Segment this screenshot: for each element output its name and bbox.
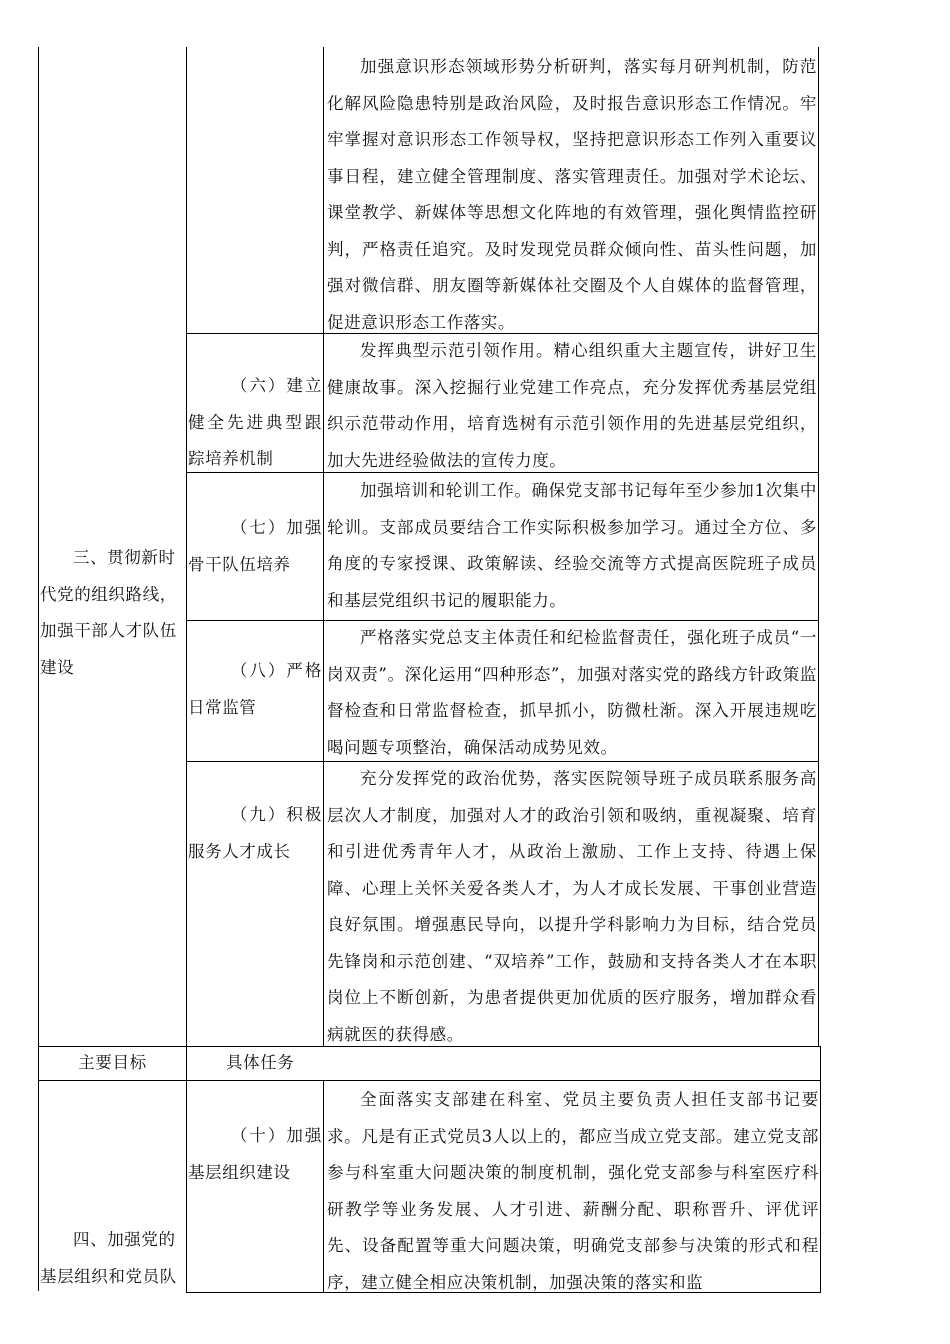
category-4 (40, 1222, 185, 1292)
table-row-0-content (327, 49, 817, 334)
category-text: 三、贯彻新时代党的组织路线，加强干部人才队伍建设 (40, 548, 177, 677)
header-specific-tasks (226, 1046, 526, 1080)
table-row-3-content (327, 620, 817, 761)
cell-text: （八）严格日常监管 (188, 661, 322, 717)
header-text: 具体任务 (226, 1053, 295, 1072)
cell-text: （六）建立健全先进典型跟踪培养机制 (188, 376, 322, 468)
cell-text: 严格落实党总支主体责任和纪检监督责任，强化班子成员“一岗双责”。深化运用“四种形态”，加强对落实党的路线方针政策监督检查和日常监督检查，抓早抓小，防微杜渐。深入开展违规吃喝问题专项整治，确保活动成势见效。 (327, 628, 817, 757)
table-row-1-content (327, 333, 817, 473)
cell-text: 充分发挥党的政治优势，落实医院领导班子成员联系服务高层次人才制度，加强对人才的政治引领和吸纳，重视凝聚、培育和引进优秀青年人才，从政治上激励、工作上支持、待遇上保障、心理上关怀关爱各类人才，为人才成长发展、干事创业营造良好氛围。增强惠民导向，以提升学科影响力为目标，结合党员先锋岗和示范创建、“双培养”工作，鼓励和支持各类人才在本职岗位上不断创新，为患者提供更加优质的医疗服务，增加群众看病就医的获得感。 (327, 769, 817, 1044)
header-main-goal (40, 1046, 185, 1080)
table-row-3-subtask (188, 653, 322, 761)
section-4-subtask (188, 1118, 322, 1218)
cell-text: 加强培训和轮训工作。确保党支部书记每年至少参加1次集中轮训。支部成员要结合工作实际积极参加学习。通过全方位、多角度的专家授课、政策解读、经验交流等方式提高医院班子成员和基层党组织书记的履职能力。 (327, 481, 817, 610)
header-text: 主要目标 (78, 1053, 147, 1072)
cell-text: （十）加强基层组织建设 (188, 1126, 322, 1182)
table-row-4-subtask (188, 797, 322, 897)
cell-text: 发挥典型示范引领作用。精心组织重大主题宣传，讲好卫生健康故事。深入挖掘行业党建工作亮点，充分发挥优秀基层党组织示范带动作用，培育选树有示范引领作用的先进基层党组织，加大先进经验做法的宣传力度。 (327, 341, 817, 470)
table-row-2-content (327, 473, 817, 620)
section-4-content (327, 1082, 819, 1291)
table-row-1-subtask (188, 368, 322, 472)
table-row-2-subtask (188, 510, 322, 620)
category-3 (40, 540, 185, 690)
table-row-4-content (327, 761, 817, 1046)
category-text: 四、加强党的基层组织和党员队 (40, 1230, 177, 1286)
cell-text: 全面落实支部建在科室、党员主要负责人担任支部书记要求。凡是有正式党员3人以上的，都应当成立党支部。建立党支部参与科室重大问题决策的制度机制，强化党支部参与科室医疗科研教学等业务发展、人才引进、薪酬分配、职称晋升、评优评先、设备配置等重大问题决策，明确党支部参与决策的形式和程序，建立健全相应决策机制，加强决策的落实和监 (327, 1090, 819, 1291)
cell-text: （七）加强骨干队伍培养 (188, 518, 322, 574)
cell-text: 加强意识形态领域形势分析研判，落实每月研判机制，防范化解风险隐患特别是政治风险，及时报告意识形态工作情况。牢牢掌握对意识形态工作领导权，坚持把意识形态工作列入重要议事日程，建立健全管理制度、落实管理责任。加强对学术论坛、课堂教学、新媒体等思想文化阵地的有效管理，强化舆情监控研判，严格责任追究。及时发现党员群众倾向性、苗头性问题，加强对微信群、朋友圈等新媒体社交圈及个人自媒体的监督管理，促进意识形态工作落实。 (327, 57, 817, 332)
cell-text: （九）积极服务人才成长 (188, 805, 322, 861)
